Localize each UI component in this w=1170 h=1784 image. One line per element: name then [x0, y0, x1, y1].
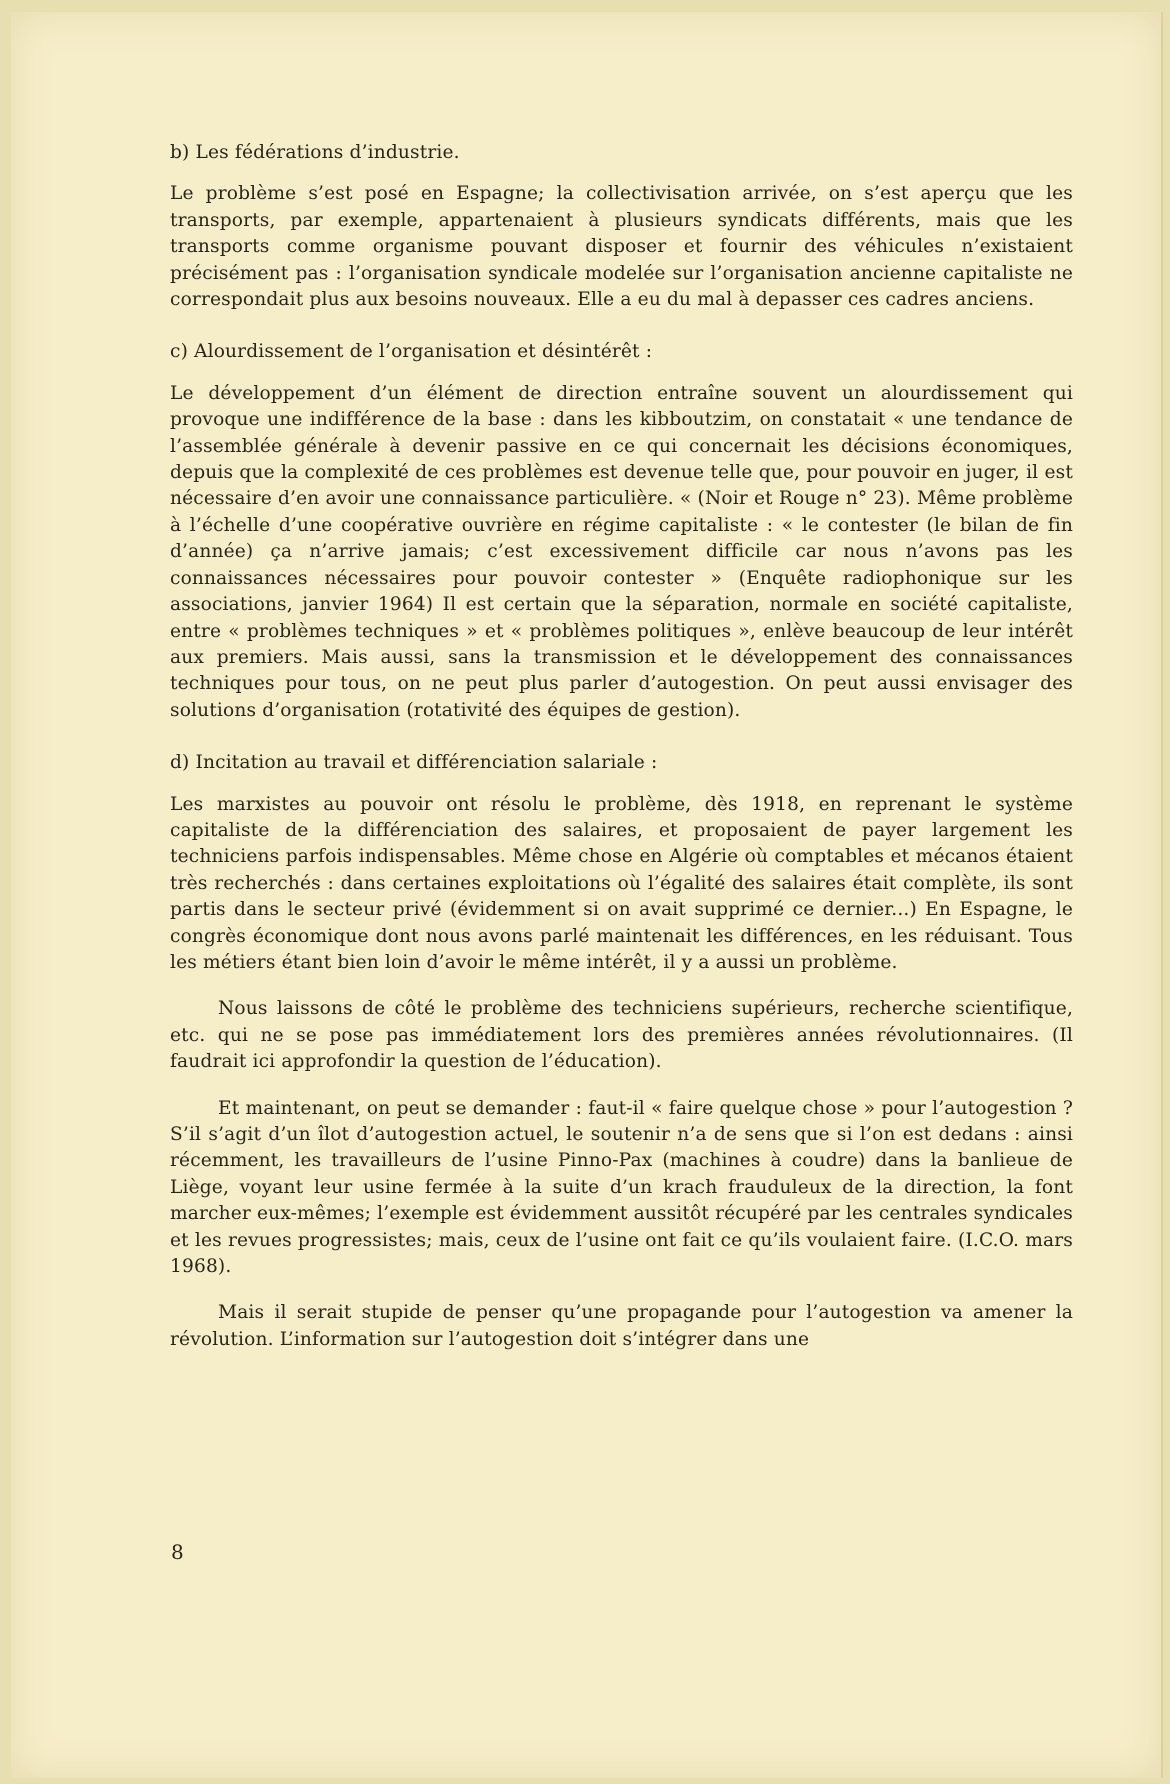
section-heading-b: b) Les fédérations d’industrie.: [170, 142, 460, 163]
paragraph: Mais il serait stupide de penser qu’une propagande pour l’autogestion va amener la révolution. L’information sur l’autogestion doit s’intégrer dans une: [170, 1302, 1073, 1350]
paper-sheet: [11, 12, 1163, 1778]
paragraph: Le développement d’un élément de direction entraîne souvent un alourdissement qui provoque une indifférence de la base : dans les kibboutzim, on constatait « une tendance de l’assemblée générale à devenir passive en ce qui concernait les décisions économiques, depuis que la complexité de ces problèmes est devenue telle que, pour pouvoir en juger, il est nécessaire d’en avoir une connaissance particulière. « (Noir et Rouge n° 23). Même problème à l’échelle d’une coopérative ouvrière en régime capitaliste : « le contester (le bilan de fin d’année) ça n’arrive jamais; c’est excessivement difficile car nous n’avons pas les connaissances nécessaires pour pouvoir contester » (Enquête radiophonique sur les associations, janvier 1964) Il est certain que la séparation, normale en société capitaliste, entre « problèmes techniques » et « problèmes politiques », enlève beaucoup de leur intérêt aux premiers. Mais aussi, sans la transmission et le développement des connaissances techniques pour tous, on ne peut plus parler d’autogestion. On peut aussi envisager des solutions d’organisation (rotativité des équipes de gestion).: [170, 382, 1073, 721]
paragraph: Le problème s’est posé en Espagne; la collectivisation arrivée, on s’est aperçu que les transports, par exemple, appartenaient à plusieurs syndicats différents, mais que les transports comme organisme pouvant disposer et fournir des véhicules n’existaient précisément pas : l’organisation syndicale modelée sur l’organisation ancienne capitaliste ne correspondait plus aux besoins nouveaux. Elle a eu du mal à depasser ces cadres anciens.: [170, 183, 1073, 311]
page-content: [170, 140, 1073, 1353]
paragraph: Nous laissons de côté le problème des techniciens supérieurs, recherche scientifique, etc. qui ne se pose pas immédiatement lors des premières années révolutionnaires. (Il faudrait ici approfondir la question de l’éducation).: [170, 998, 1073, 1073]
section-heading-c: c) Alourdissement de l’organisation et désintérêt :: [170, 341, 653, 363]
section-heading-d: d) Incitation au travail et différenciation salariale :: [170, 752, 658, 774]
paragraph: Et maintenant, on peut se demander : faut-il « faire quelque chose » pour l’autogestion ? S’il s’agit d’un îlot d’autogestion actuel, le soutenir n’a de sens que si l’on est dedans : ainsi récemment, les travailleurs de l’usine Pinno-Pax (machines à coudre) dans la banlieue de Liège, voyant leur usine fermée à la suite d’un krach frauduleux de la direction, la font marcher eux-mêmes; l’exemple est évidemment aussitôt récupéré par les centrales syndicales et les revues progressistes; mais, ceux de l’usine ont fait ce qu’ils voulaient faire. (I.C.O. mars 1968).: [170, 1097, 1073, 1278]
page-number: 8: [171, 1540, 184, 1564]
paragraph: Les marxistes au pouvoir ont résolu le problème, dès 1918, en reprenant le système capitaliste de la différenciation des salaires, et proposaient de payer largement les techniciens parfois indispensables. Même chose en Algérie où comptables et mécanos étaient très recherchés : dans certaines exploitations où l’égalité des salaires était complète, ils sont partis dans le secteur privé (évidemment si on avait supprimé ce dernier...) En Espagne, le congrès économique dont nous avons parlé maintenait les différences, en les réduisant. Tous les métiers étant bien loin d’avoir le même intérêt, il y a aussi un problème.: [170, 793, 1073, 973]
